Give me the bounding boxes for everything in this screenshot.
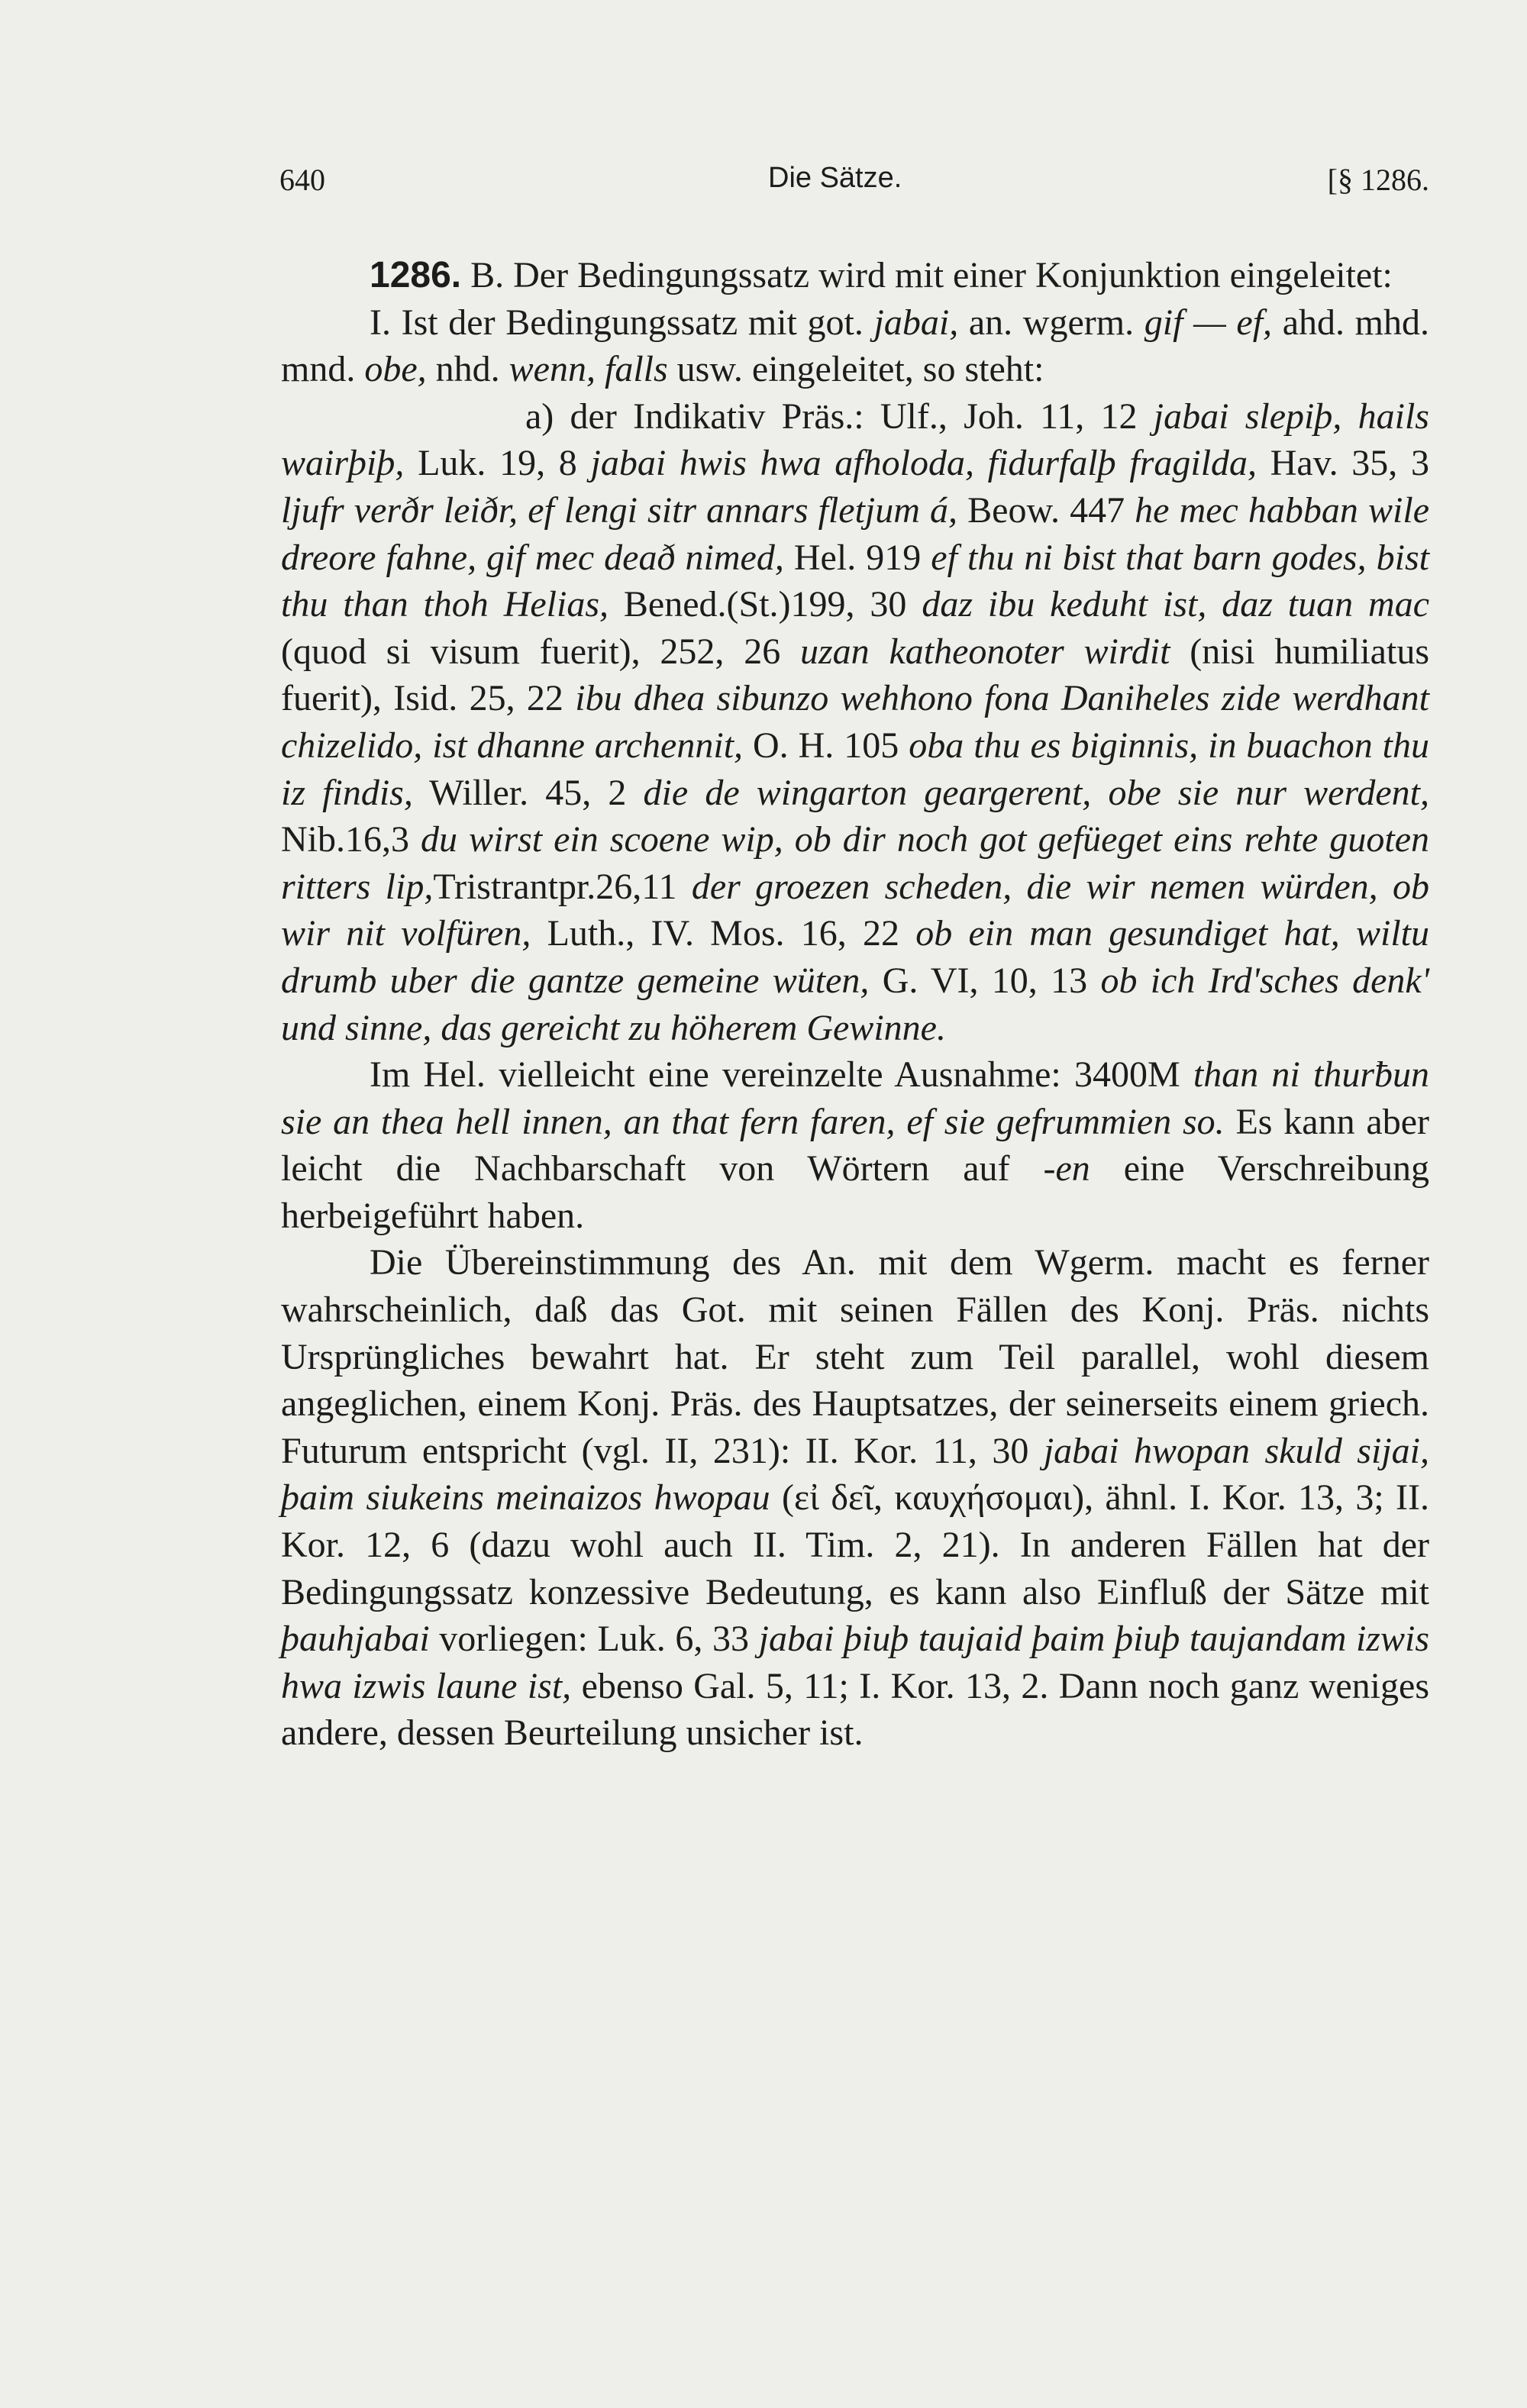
text-run: Hel. 919 [783, 537, 931, 578]
text-run: I. Ist der Bedingungssatz mit got. [370, 302, 874, 343]
text-run: Bened.(St.)199, 30 [609, 584, 922, 625]
text-run: eine Verschreibung herbeigeführt haben. [281, 1148, 1430, 1236]
text-run: (εἰ δεῖ, καυχήσομαι), ähnl. I. Kor. 13, 3; II. Kor. 12, 6 (dazu wohl auch II. Tim. 2, 21). In anderen Fällen hat der Bedingungssatz konzessive Bedeutung, es kann also Einfluß der Sätze mit [281, 1477, 1429, 1612]
italic-quote: oba thu es biginnis, in buachon thu iz findis, [281, 725, 1430, 813]
section-intro: B. Der Bedingungssatz wird mit einer Konjunktion eingeleitet: [470, 255, 1393, 295]
paragraph-conjunctions [281, 299, 1429, 393]
text-run: ebenso Gal. 5, 11; I. Kor. 13, 2. Dann noch ganz weniges andere, dessen Beurteilung unsicher ist. [281, 1665, 1429, 1754]
italic-quote: jabai þiuþ taujaid þaim þiuþ taujandam izwis hwa izwis laune ist, [281, 1619, 1430, 1706]
text-run: Die Übereinstimmung des An. mit dem Wgerm. macht es ferner wahrscheinlich, daß das Got. mit seinen Fällen des Konj. Präs. nichts Ursprüngliches bewahrt hat. Er steht zum Teil parallel, wohl diesem angeglichen, einem Konj. Präs. des Hauptsatzes, der seinerseits einem griech. Futurum entspricht (vgl. II, 231): II. Kor. 11, 30 [281, 1242, 1429, 1471]
italic-word: gif — ef, [1144, 302, 1273, 343]
page-header [279, 162, 1429, 208]
text-run: Hav. 35, 3 [1257, 443, 1429, 484]
text-run: usw. eingeleitet, so steht: [667, 349, 1044, 390]
italic-quote: ob ein man gesundiget hat, wiltu drumb uber die gantze gemeine wüten, [281, 913, 1430, 1001]
text-run: Beow. 447 [957, 489, 1135, 531]
text-run: Nib.16,3 [281, 819, 421, 860]
text-run: Es kann aber leicht die Nachbarschaft von Wörtern auf [281, 1101, 1429, 1189]
running-title: Die Sätze. [768, 162, 902, 194]
italic-quote: jabai hwopan skuld sijai, þaim siukeins meinaizos hwopau [281, 1430, 1429, 1519]
section-reference: [§ 1286. [1327, 163, 1429, 197]
italic-quote: daz ibu keduht ist, daz tuan mac [922, 584, 1429, 625]
italic-quote: than ni thurƀun sie an thea hell innen, an that fern faren, ef sie gefrummien so. [281, 1054, 1429, 1142]
italic-quote: die de wingarton geargerent, obe sie nur werdent, [643, 772, 1429, 813]
italic-quote: ef thu ni bist that barn godes, bist thu than thoh Helias, [281, 537, 1429, 625]
body-text [281, 252, 1429, 1757]
text-run: Luk. 19, 8 [404, 443, 591, 484]
italic-quote: ob ich Ird'sches denk' und sinne, das gereicht zu höherem Gewinne. [281, 960, 1430, 1048]
text-run: Tristrantpr.26,11 [433, 866, 692, 907]
paragraph-gothic-agreement [281, 1239, 1429, 1757]
page-number: 640 [279, 163, 325, 197]
italic-word: obe, [364, 349, 427, 390]
italic-quote: ibu dhea sibunzo wehhono fona Daniheles zide werdhant chizelido, ist dhanne archennit, [281, 678, 1429, 766]
italic-word: jabai, [873, 302, 959, 343]
italic-quote: uzan katheonoter wirdit [800, 631, 1170, 672]
text-run: Willer. 45, 2 [412, 772, 644, 813]
text-run: vorliegen: Luk. 6, 33 [429, 1619, 759, 1660]
text-run: a) der Indikativ Präs.: Ulf., Joh. 11, 12 [525, 395, 1154, 437]
text-run: (quod si visum fuerit), 252, 26 [281, 631, 800, 672]
text-run: G. VI, 10, 13 [869, 960, 1101, 1001]
section-heading-paragraph [281, 252, 1429, 299]
paragraph-indicative [281, 393, 1429, 1051]
italic-quote: ljufr verðr leiðr, ef lengi sitr annars fletjum á, [281, 489, 958, 531]
italic-word: wenn, falls [508, 349, 668, 390]
italic-quote: -en [1043, 1148, 1090, 1189]
italic-quote: þauhjabai [281, 1619, 430, 1660]
text-run: an. wgerm. [958, 302, 1144, 343]
section-number: 1286. [370, 255, 462, 295]
italic-quote: du wirst ein scoene wip, ob dir noch got gefüeget eins rehte guoten ritters lip, [281, 819, 1429, 907]
italic-quote: jabai hwis hwa afholoda, fidurfalþ fragilda, [590, 443, 1257, 484]
paragraph-heliand-exception [281, 1051, 1429, 1239]
italic-quote: he mec habban wile dreore fahne, gif mec deað nimed, [281, 489, 1430, 578]
text-run: O. H. 105 [743, 725, 909, 766]
italic-quote: jabai slepiþ, hails wairþiþ, [281, 395, 1429, 484]
text-run: ahd. mhd. mnd. [281, 302, 1430, 390]
text-run: Luth., IV. Mos. 16, 22 [531, 913, 916, 954]
text-run: (nisi humiliatus fuerit), Isid. 25, 22 [281, 631, 1430, 719]
italic-quote: der groezen scheden, die wir nemen würden, ob wir nit volfüren, [281, 866, 1429, 954]
text-run: Im Hel. vielleicht eine vereinzelte Ausnahme: 3400M [370, 1054, 1193, 1096]
text-run: nhd. [426, 349, 509, 390]
